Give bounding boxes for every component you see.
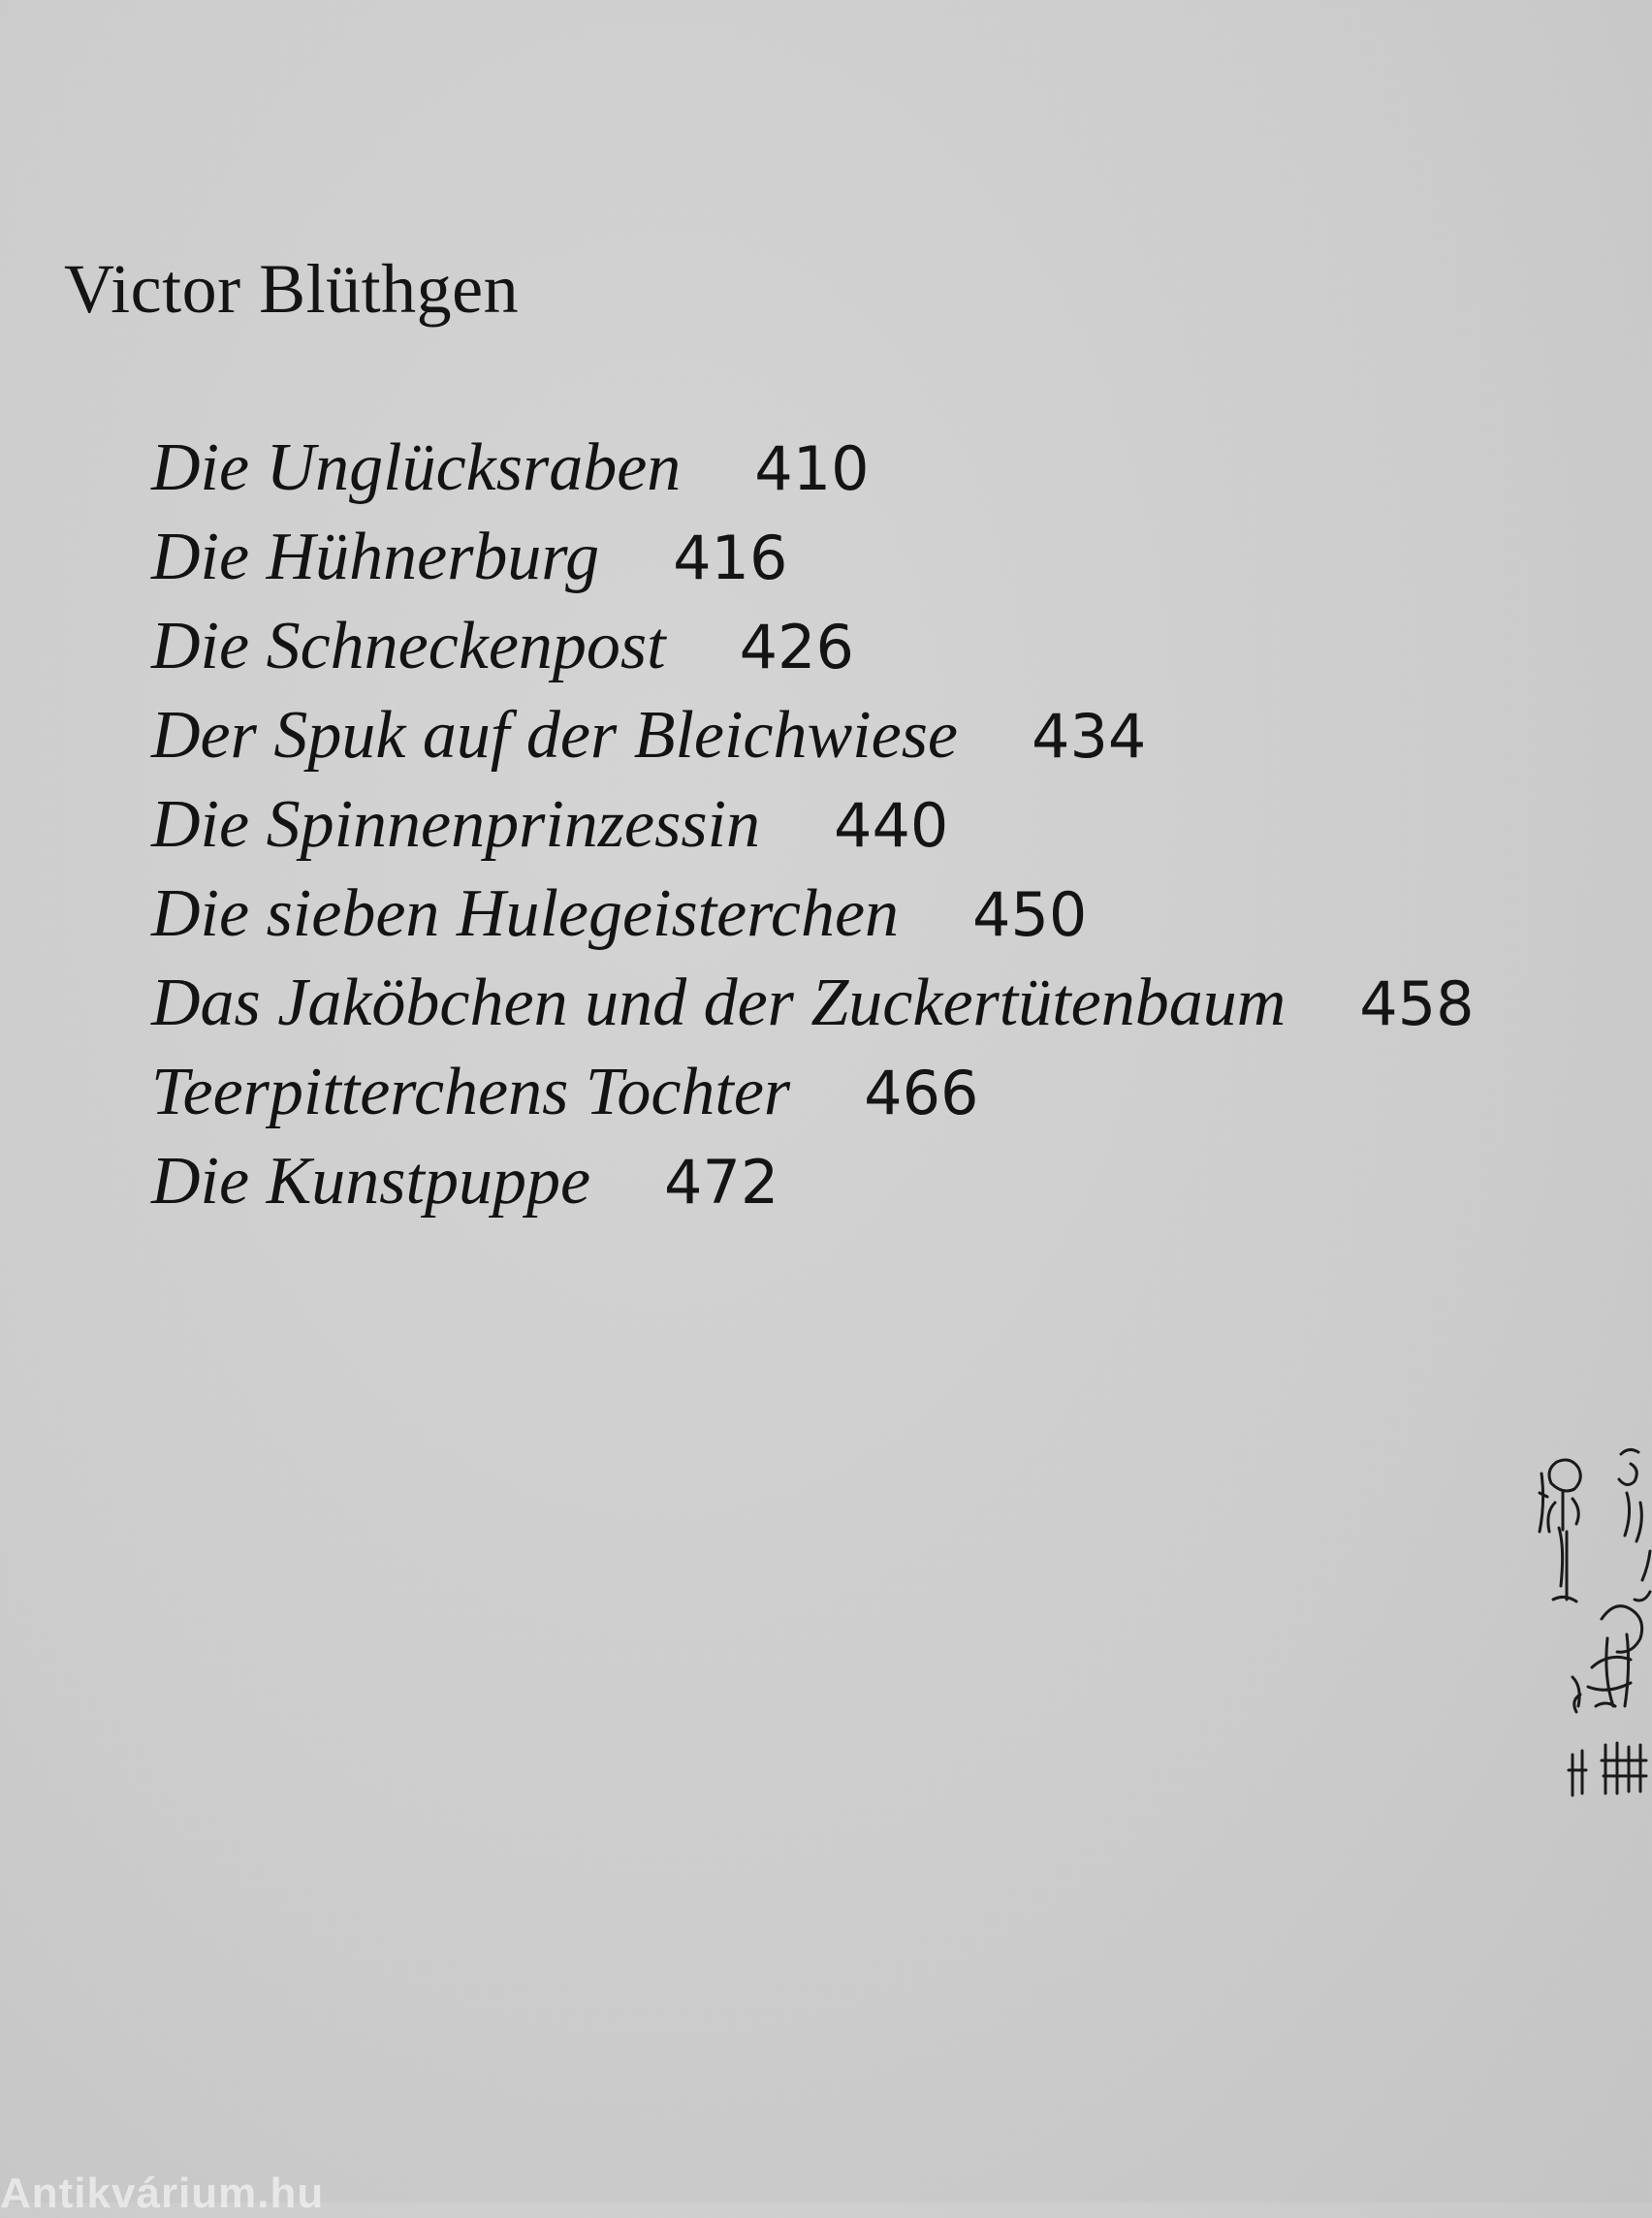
watermark: Antikvárium.hu bbox=[0, 2170, 325, 2217]
toc-entry-title: Das Jaköbchen und der Zuckertütenbaum bbox=[151, 966, 1287, 1040]
toc-entry-title: Die Spinnenprinzessin bbox=[151, 787, 761, 862]
toc-entry bbox=[151, 876, 1475, 969]
toc-entry bbox=[151, 609, 1475, 702]
toc-entry-page: 472 bbox=[664, 1147, 779, 1218]
toc-entry-title: Die Unglücksraben bbox=[151, 430, 682, 505]
toc-entry-page: 466 bbox=[864, 1058, 979, 1128]
toc-entry bbox=[151, 966, 1475, 1059]
toc-entry-title: Die Schneckenpost bbox=[151, 609, 666, 683]
toc-entry bbox=[151, 520, 1475, 613]
toc-entry-title: Der Spuk auf der Bleichwiese bbox=[151, 698, 959, 773]
toc-entry-title: Die sieben Hulegeisterchen bbox=[151, 876, 900, 951]
toc-entry-title: Die Kunstpuppe bbox=[151, 1144, 591, 1219]
toc-entry bbox=[151, 1144, 1475, 1237]
toc-entry-page: 450 bbox=[972, 879, 1088, 950]
toc-entry-title: Teerpitterchens Tochter bbox=[151, 1055, 791, 1129]
toc-entry-page: 426 bbox=[739, 612, 854, 682]
toc-entry bbox=[151, 698, 1475, 791]
toc-entry bbox=[151, 430, 1475, 523]
toc-entry-page: 416 bbox=[673, 523, 788, 593]
toc-entry-page: 410 bbox=[754, 433, 870, 504]
toc-entry-title: Die Hühnerburg bbox=[151, 520, 600, 594]
toc-entry-page: 458 bbox=[1359, 968, 1475, 1039]
toc-entry-page: 440 bbox=[834, 790, 949, 861]
table-of-contents bbox=[151, 430, 1475, 1237]
toc-entry bbox=[151, 787, 1475, 880]
toc-entry bbox=[151, 1055, 1475, 1148]
illustration-sketch bbox=[1534, 1435, 1652, 1803]
author-heading: Victor Blüthgen bbox=[64, 250, 520, 328]
toc-entry-page: 434 bbox=[1032, 701, 1147, 772]
